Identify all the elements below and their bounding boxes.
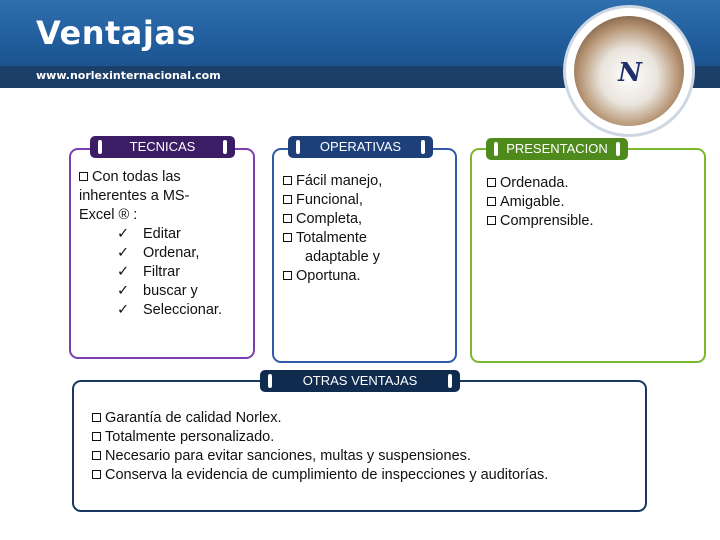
check-icon: ✓ — [117, 283, 130, 299]
square-bullet-icon — [487, 178, 496, 187]
otras-ventajas-content — [92, 409, 642, 485]
check-icon: ✓ — [117, 245, 130, 261]
page-title: Ventajas — [36, 14, 196, 52]
tecnicas-item: Seleccionar. — [143, 302, 222, 318]
check-icon: ✓ — [117, 264, 130, 280]
square-bullet-icon — [487, 216, 496, 225]
square-bullet-icon — [283, 176, 292, 185]
operativas-tab — [288, 136, 433, 158]
operativas-item: Completa, — [296, 211, 363, 227]
tecnicas-content — [79, 168, 249, 320]
otras-item: Totalmente personalizado. — [105, 429, 275, 445]
company-logo — [566, 8, 692, 134]
operativas-item: Fácil manejo, — [296, 173, 383, 189]
square-bullet-icon — [283, 271, 292, 280]
square-bullet-icon — [79, 172, 88, 181]
presentacion-tab-label: PRESENTACION — [506, 141, 608, 156]
square-bullet-icon — [92, 451, 101, 460]
operativas-continuation: adaptable y — [305, 249, 380, 265]
otras-item: Necesario para evitar sanciones, multas y suspensiones. — [105, 448, 471, 464]
operativas-content — [283, 172, 453, 286]
tecnicas-tab-label: TECNICAS — [129, 139, 196, 154]
square-bullet-icon — [92, 470, 101, 479]
tecnicas-item: Filtrar — [143, 264, 181, 280]
square-bullet-icon — [487, 197, 496, 206]
tecnicas-intro-1: Con todas las — [92, 169, 181, 185]
tecnicas-intro-3: Excel ® : — [79, 207, 138, 223]
tecnicas-item: Editar — [143, 226, 181, 242]
check-icon: ✓ — [117, 302, 130, 318]
otras-item: Conserva la evidencia de cumplimiento de inspecciones y auditorías. — [105, 467, 549, 483]
otras-ventajas-tab-label: OTRAS VENTAJAS — [302, 373, 418, 388]
tecnicas-tab — [90, 136, 235, 158]
square-bullet-icon — [283, 195, 292, 204]
square-bullet-icon — [283, 214, 292, 223]
presentacion-item: Ordenada. — [500, 175, 569, 191]
tecnicas-item: buscar y — [143, 283, 198, 299]
tecnicas-intro-2: inherentes a MS- — [79, 188, 190, 204]
operativas-tab-label: OPERATIVAS — [319, 139, 402, 154]
logo-letter: N — [618, 58, 642, 88]
square-bullet-icon — [92, 432, 101, 441]
presentacion-item: Amigable. — [500, 194, 565, 210]
square-bullet-icon — [283, 233, 292, 242]
operativas-item: Totalmente — [296, 230, 367, 246]
otras-item: Garantía de calidad Norlex. — [105, 410, 282, 426]
square-bullet-icon — [92, 413, 101, 422]
check-icon: ✓ — [117, 226, 130, 242]
presentacion-content — [487, 174, 697, 231]
website-url: www.norlexinternacional.com — [36, 69, 221, 82]
presentacion-tab — [486, 138, 628, 160]
tecnicas-item: Ordenar, — [143, 245, 200, 261]
operativas-item: Oportuna. — [296, 268, 361, 284]
presentacion-item: Comprensible. — [500, 213, 594, 229]
operativas-item: Funcional, — [296, 192, 363, 208]
otras-ventajas-tab — [260, 370, 460, 392]
